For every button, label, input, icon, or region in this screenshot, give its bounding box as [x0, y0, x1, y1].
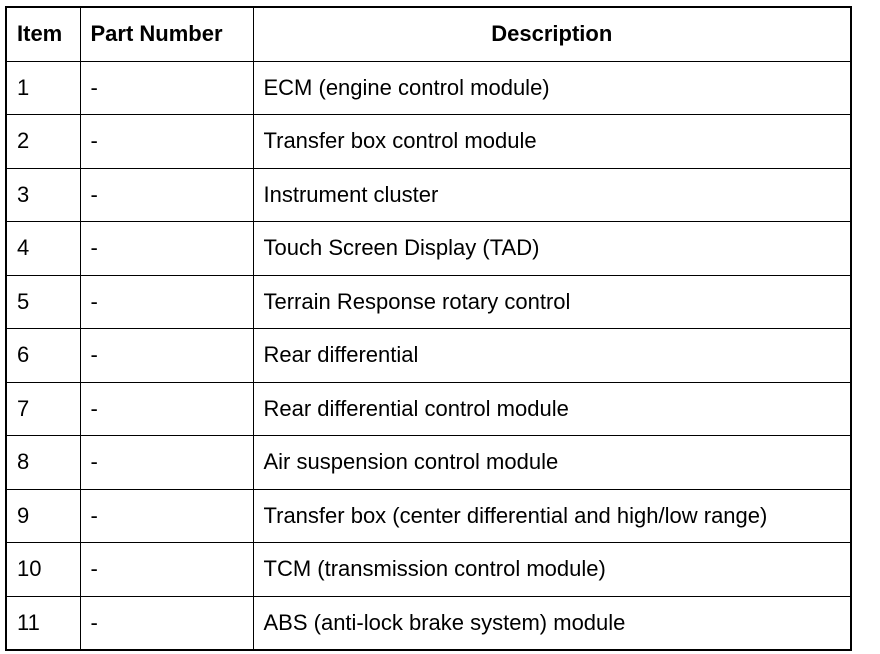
cell-description: Transfer box control module: [253, 115, 851, 169]
cell-part-number: -: [80, 275, 253, 329]
cell-description: Terrain Response rotary control: [253, 275, 851, 329]
cell-part-number: -: [80, 489, 253, 543]
header-part-number: Part Number: [80, 7, 253, 61]
table-body: [6, 61, 851, 650]
cell-part-number: -: [80, 222, 253, 276]
cell-part-number: -: [80, 115, 253, 169]
table-row: [6, 329, 851, 383]
cell-part-number: -: [80, 436, 253, 490]
table-row: [6, 115, 851, 169]
header-row: [6, 7, 851, 61]
table-row: [6, 489, 851, 543]
table-row: [6, 382, 851, 436]
table-row: [6, 436, 851, 490]
cell-description: ABS (anti-lock brake system) module: [253, 596, 851, 650]
cell-part-number: -: [80, 61, 253, 115]
cell-description: Rear differential control module: [253, 382, 851, 436]
cell-description: ECM (engine control module): [253, 61, 851, 115]
cell-part-number: -: [80, 382, 253, 436]
cell-item: 5: [6, 275, 80, 329]
table-row: [6, 61, 851, 115]
table-row: [6, 275, 851, 329]
cell-item: 4: [6, 222, 80, 276]
cell-item: 3: [6, 168, 80, 222]
cell-item: 7: [6, 382, 80, 436]
cell-part-number: -: [80, 596, 253, 650]
table-row: [6, 168, 851, 222]
header-item: Item: [6, 7, 80, 61]
cell-part-number: -: [80, 168, 253, 222]
cell-item: 9: [6, 489, 80, 543]
cell-item: 1: [6, 61, 80, 115]
table-row: [6, 596, 851, 650]
table-row: [6, 222, 851, 276]
cell-description: TCM (transmission control module): [253, 543, 851, 597]
cell-part-number: -: [80, 329, 253, 383]
cell-item: 10: [6, 543, 80, 597]
cell-description: Rear differential: [253, 329, 851, 383]
parts-table: [5, 6, 852, 651]
cell-part-number: -: [80, 543, 253, 597]
cell-description: Touch Screen Display (TAD): [253, 222, 851, 276]
cell-description: Air suspension control module: [253, 436, 851, 490]
cell-description: Transfer box (center differential and high/low range): [253, 489, 851, 543]
header-description: Description: [253, 7, 851, 61]
cell-item: 6: [6, 329, 80, 383]
cell-description: Instrument cluster: [253, 168, 851, 222]
table-row: [6, 543, 851, 597]
cell-item: 11: [6, 596, 80, 650]
cell-item: 2: [6, 115, 80, 169]
cell-item: 8: [6, 436, 80, 490]
